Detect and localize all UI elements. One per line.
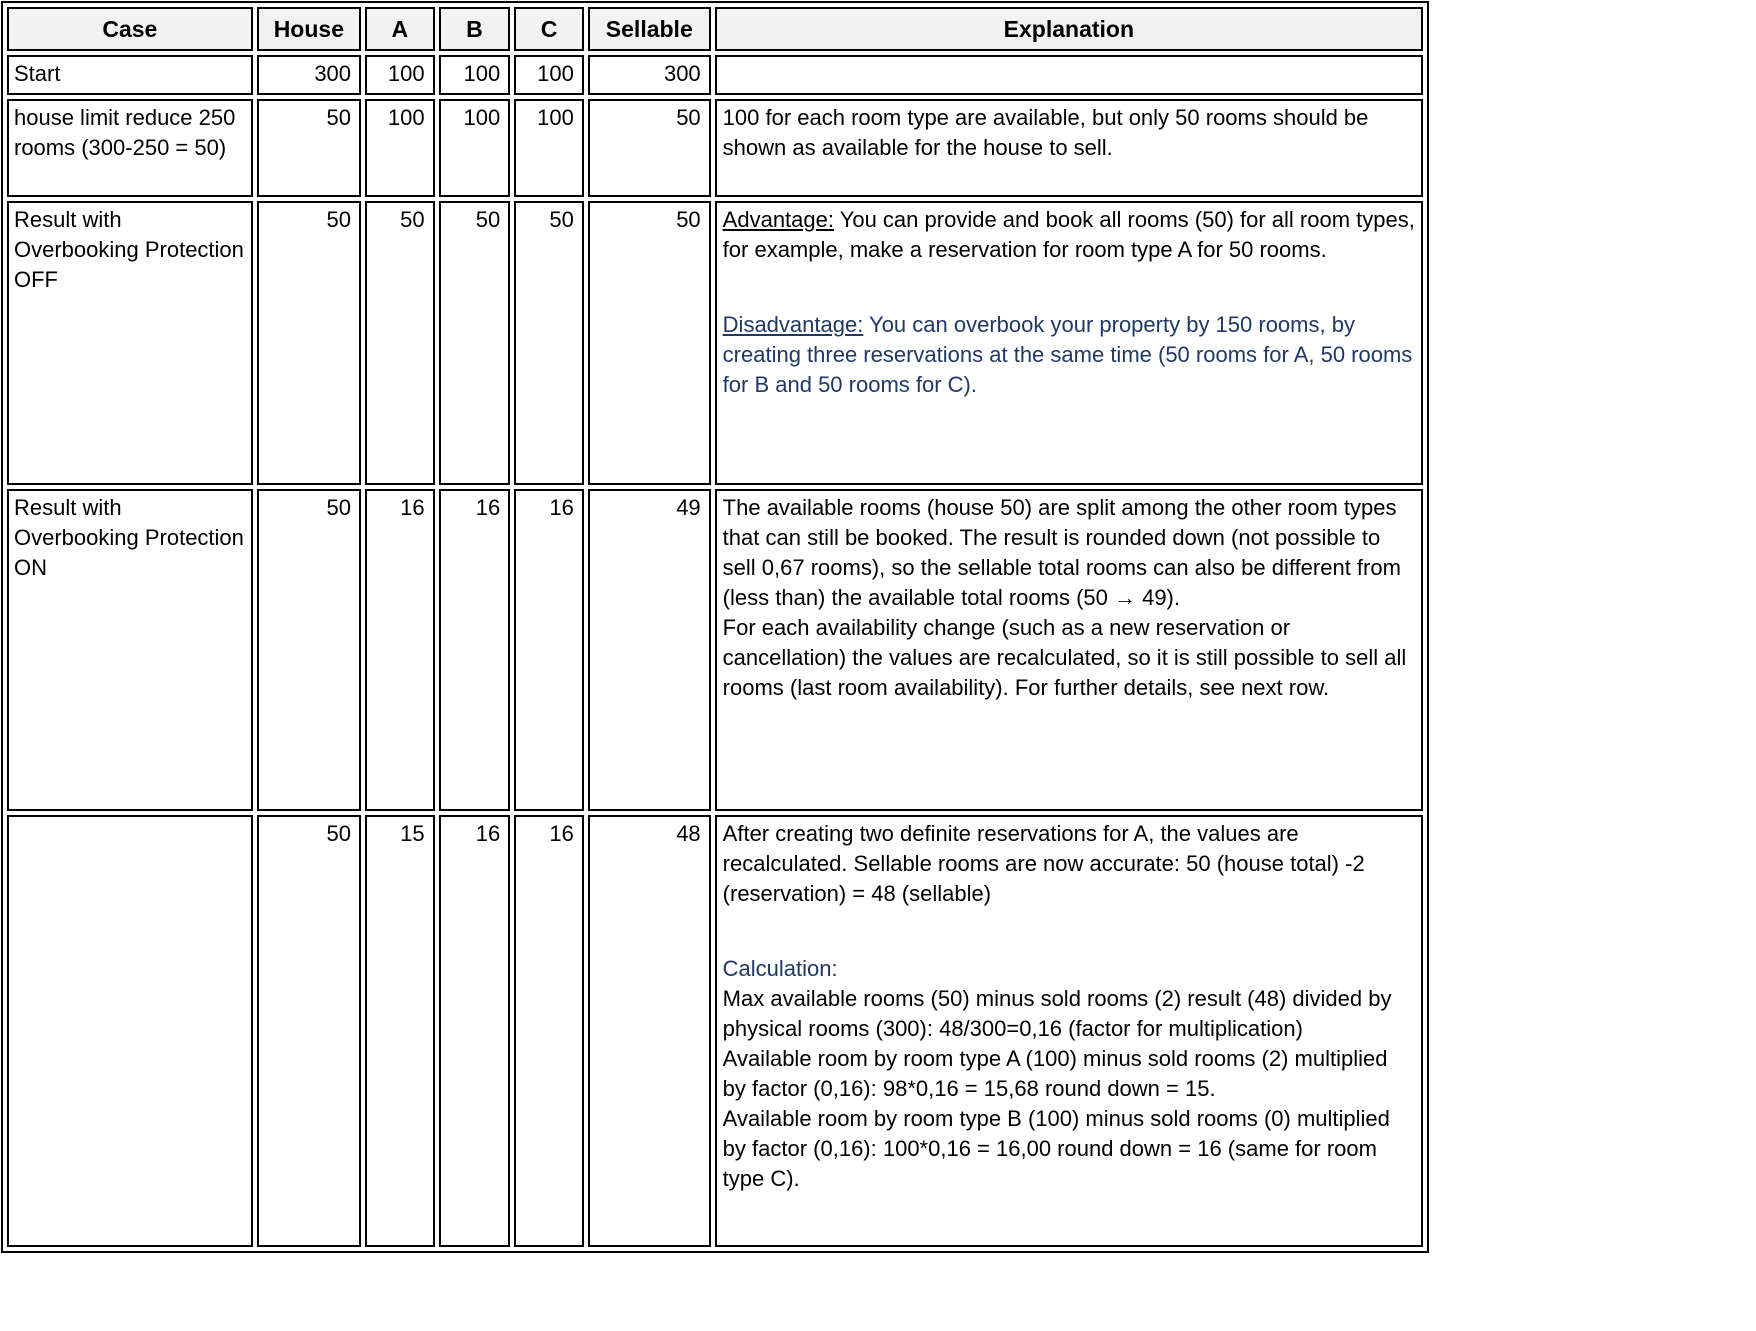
a-cell: 100 <box>365 55 435 95</box>
table-row-house-limit <box>7 99 1423 197</box>
house-cell: 300 <box>257 55 361 95</box>
c-cell: 100 <box>514 99 584 197</box>
sellable-cell: 48 <box>588 815 711 1247</box>
sellable-cell: 50 <box>588 201 711 485</box>
table-row-start <box>7 55 1423 95</box>
a-cell: 16 <box>365 489 435 811</box>
sellable-cell: 50 <box>588 99 711 197</box>
a-cell: 50 <box>365 201 435 485</box>
paragraph-text: Available room by room type B (100) minus sold rooms (0) multiplied by factor (0,16): 100*0,16 = 16,00 round down = 16 (same for room type C). <box>722 1106 1390 1191</box>
header-c: C <box>514 7 584 51</box>
explanation-paragraph <box>723 1044 1416 1104</box>
header-sellable: Sellable <box>588 7 711 51</box>
a-cell: 100 <box>365 99 435 197</box>
explanation-cell <box>715 55 1423 95</box>
c-cell: 16 <box>514 489 584 811</box>
explanation-paragraph <box>723 613 1416 703</box>
b-cell: 16 <box>439 489 511 811</box>
table-row-protection-off <box>7 201 1423 485</box>
paragraph-text: Max available rooms (50) minus sold rooms (2) result (48) divided by physical rooms (300): 48/300=0,16 (factor for multiplication) <box>722 986 1392 1041</box>
sellable-cell: 49 <box>588 489 711 811</box>
b-cell: 100 <box>439 55 511 95</box>
case-cell: Start <box>7 55 253 95</box>
explanation-cell <box>715 201 1423 485</box>
header-row <box>7 7 1423 51</box>
underlined-lead-in: Advantage: <box>722 207 834 232</box>
c-cell: 16 <box>514 815 584 1247</box>
paragraph-text: For each availability change (such as a new reservation or cancellation) the values are recalculated, so it is still possible to sell all rooms (last room availability). For further details, see next row. <box>722 615 1407 700</box>
explanation-paragraph <box>723 103 1416 163</box>
header-explanation: Explanation <box>715 7 1423 51</box>
header-b: B <box>439 7 511 51</box>
header-a: A <box>365 7 435 51</box>
sellable-cell: 300 <box>588 55 711 95</box>
explanation-paragraph <box>723 984 1416 1044</box>
case-cell: house limit reduce 250 rooms (300-250 = 50) <box>7 99 253 197</box>
table-row-protection-on <box>7 489 1423 811</box>
b-cell: 16 <box>439 815 511 1247</box>
b-cell: 50 <box>439 201 511 485</box>
case-cell <box>7 815 253 1247</box>
blank-line <box>723 265 1416 310</box>
header-house: House <box>257 7 361 51</box>
explanation-paragraph <box>723 493 1416 613</box>
b-cell: 100 <box>439 99 511 197</box>
c-cell: 50 <box>514 201 584 485</box>
paragraph-text: 100 for each room type are available, but only 50 rooms should be shown as available for the house to sell. <box>722 105 1369 160</box>
a-cell: 15 <box>365 815 435 1247</box>
header-case: Case <box>7 7 253 51</box>
paragraph-text: Available room by room type A (100) minus sold rooms (2) multiplied by factor (0,16): 98*0,16 = 15,68 round down = 15. <box>722 1046 1388 1101</box>
explanation-paragraph <box>723 1104 1416 1194</box>
case-cell: Result with Overbooking Protection OFF <box>7 201 253 485</box>
overbooking-protection-table <box>1 1 1429 1253</box>
paragraph-text: Calculation: <box>722 956 838 981</box>
explanation-cell <box>715 815 1423 1247</box>
table-row-recalculation <box>7 815 1423 1247</box>
paragraph-text: You can provide and book all rooms (50) for all room types, for example, make a reservation for room type A for 50 rooms. <box>722 207 1415 262</box>
paragraph-text: After creating two definite reservations for A, the values are recalculated. Sellable rooms are now accurate: 50 (house total) -2 (reservation) = 48 (sellable) <box>722 821 1365 906</box>
c-cell: 100 <box>514 55 584 95</box>
explanation-paragraph <box>723 310 1416 400</box>
explanation-paragraph <box>723 954 1416 984</box>
paragraph-text: The available rooms (house 50) are split among the other room types that can still be booked. The result is rounded down (not possible to sell 0,67 rooms), so the sellable total rooms can also be different from (less than) the available total rooms (50 → 49). <box>722 495 1401 610</box>
explanation-cell <box>715 489 1423 811</box>
explanation-cell <box>715 99 1423 197</box>
house-cell: 50 <box>257 489 361 811</box>
house-cell: 50 <box>257 201 361 485</box>
house-cell: 50 <box>257 99 361 197</box>
underlined-lead-in: Disadvantage: <box>722 312 864 337</box>
explanation-paragraph <box>723 819 1416 909</box>
house-cell: 50 <box>257 815 361 1247</box>
explanation-paragraph <box>723 205 1416 265</box>
blank-line <box>723 909 1416 954</box>
paragraph-text: You can overbook your property by 150 rooms, by creating three reservations at the same time (50 rooms for A, 50 rooms for B and 50 rooms for C). <box>722 312 1413 397</box>
case-cell: Result with Overbooking Protection ON <box>7 489 253 811</box>
